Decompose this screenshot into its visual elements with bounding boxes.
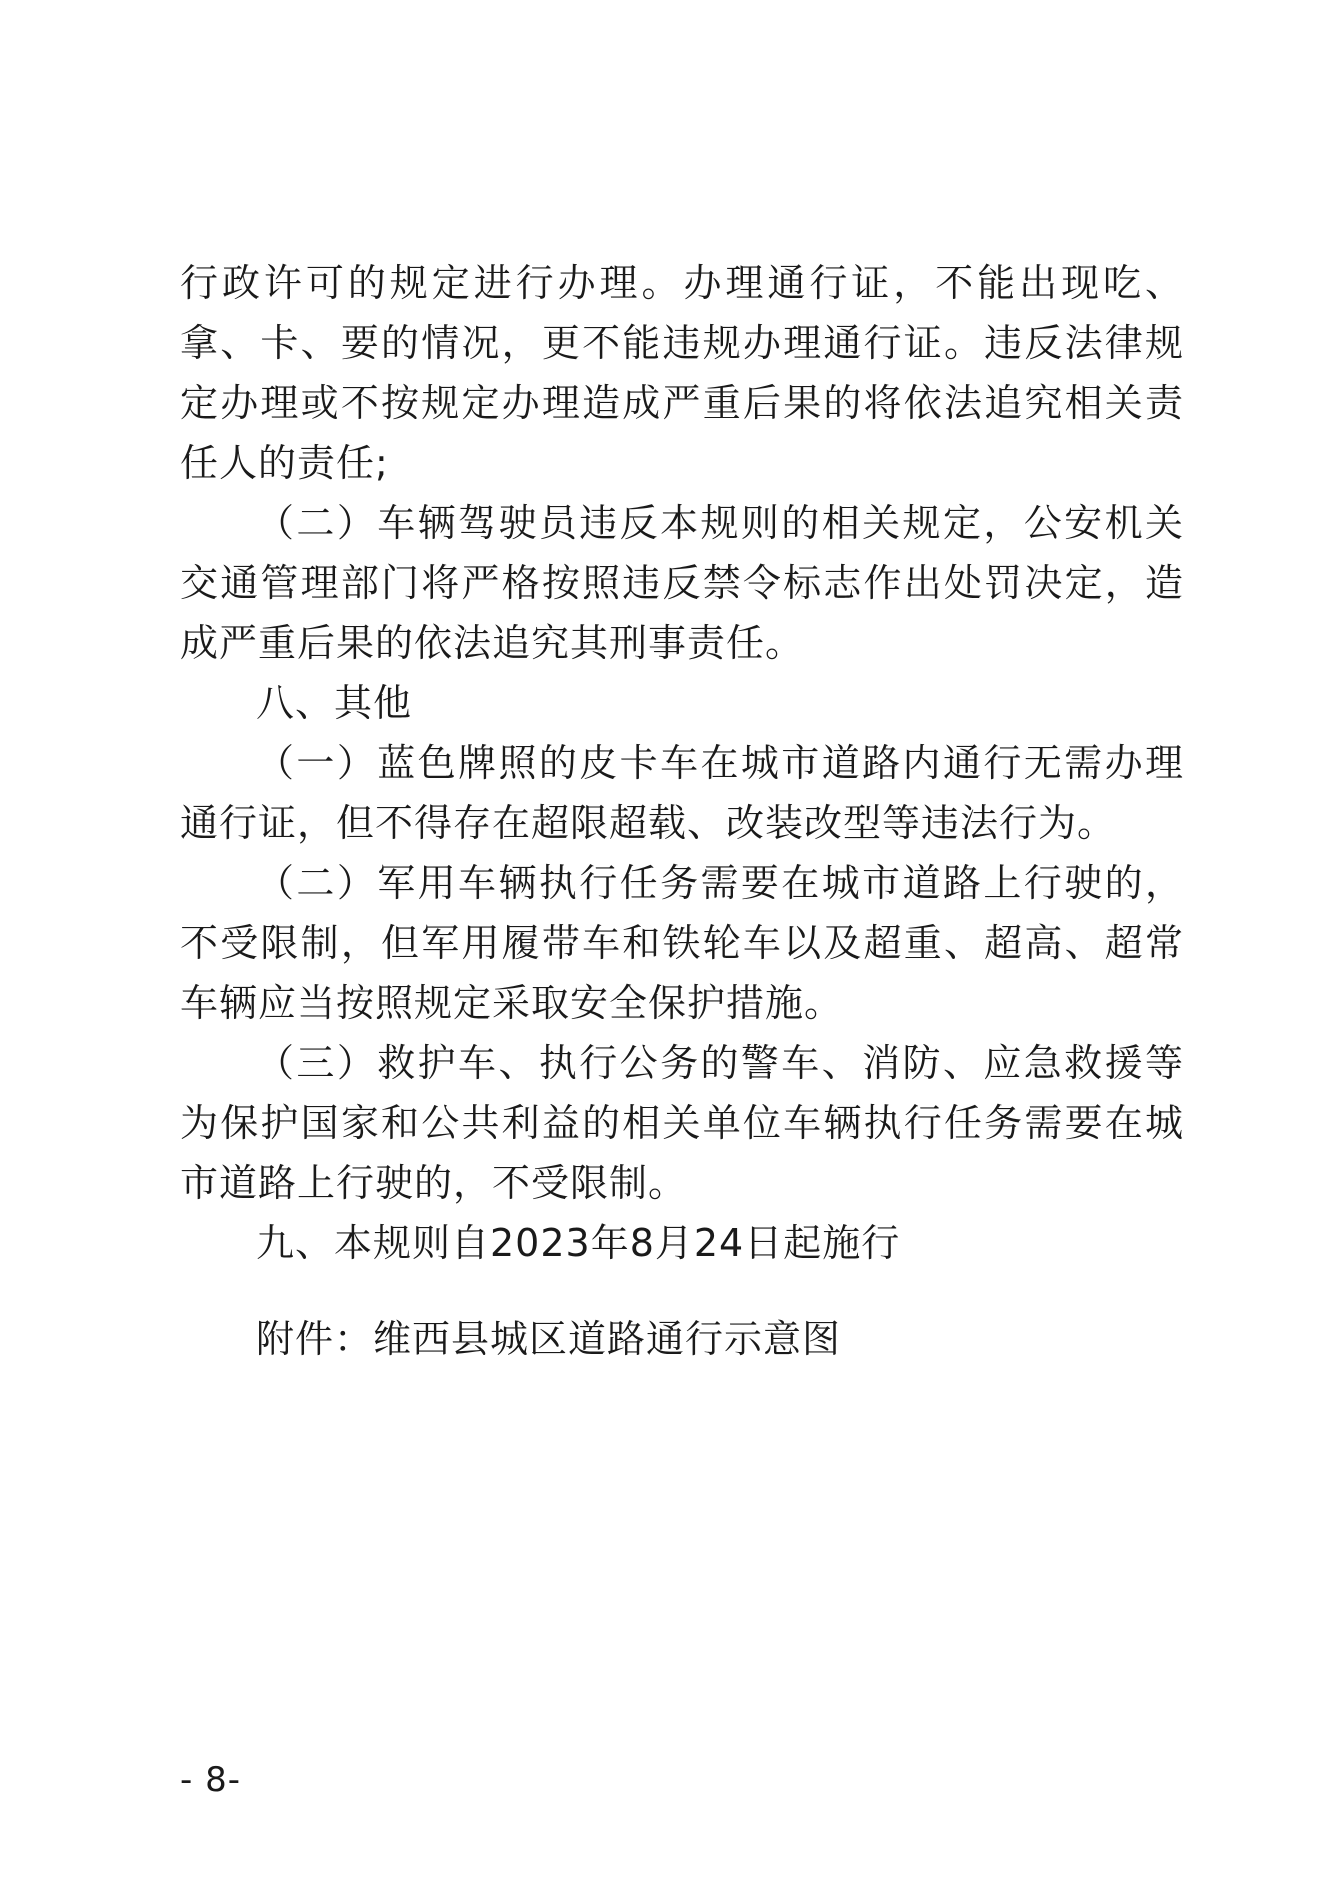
attachment-line: 附件：维西县城区道路通行示意图: [256, 1317, 842, 1361]
paragraph-item-2-military: （二）军用车辆执行任务需要在城市道路上行驶的，不受限制，但军用履带车和铁轮车以及超重、超高、超常车辆应当按照规定采取安全保护措施。: [180, 861, 1184, 1025]
section-effective-date: 九、本规则自2023年8月24日起施行: [256, 1221, 901, 1265]
section-heading-other: 八、其他: [256, 681, 413, 725]
paragraph-item-1-pickup: （一）蓝色牌照的皮卡车在城市道路内通行无需办理通行证，但不得存在超限超载、改装改型等违法行为。: [180, 741, 1184, 845]
paragraph-continuation: 行政许可的规定进行办理。办理通行证，不能出现吃、拿、卡、要的情况，更不能违规办理通行证。违反法律规定办理或不按规定办理造成严重后果的将依法追究相关责任人的责任;: [180, 261, 1184, 485]
document-body: [180, 253, 1184, 1369]
page-number: - 8-: [180, 1760, 241, 1800]
paragraph-item-2-penalty: （二）车辆驾驶员违反本规则的相关规定，公安机关交通管理部门将严格按照违反禁令标志作出处罚决定，造成严重后果的依法追究其刑事责任。: [180, 501, 1184, 665]
paragraph-item-3-emergency: （三）救护车、执行公务的警车、消防、应急救援等为保护国家和公共利益的相关单位车辆执行任务需要在城市道路上行驶的，不受限制。: [180, 1041, 1184, 1205]
spacer: [180, 1273, 1184, 1309]
